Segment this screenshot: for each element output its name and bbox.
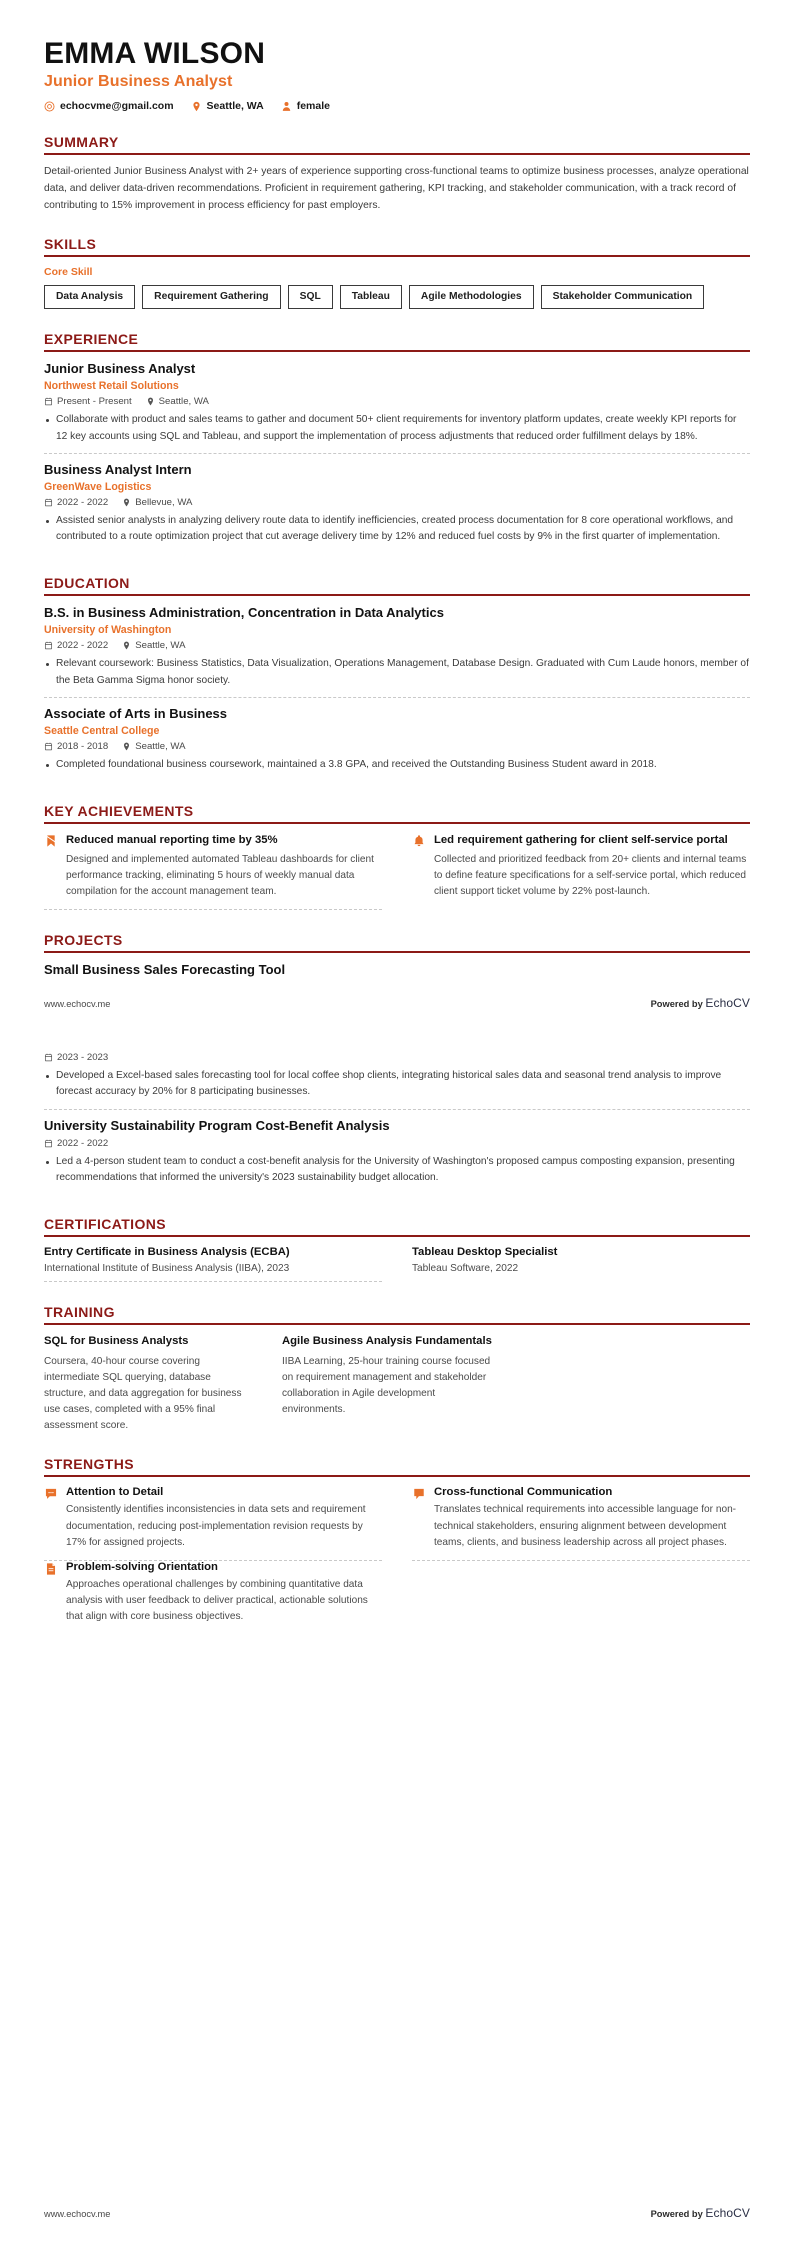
skill-chip: Stakeholder Communication	[541, 285, 705, 309]
section-certifications	[44, 1216, 750, 1282]
skill-chip: Requirement Gathering	[142, 285, 280, 309]
skill-group-label: Core Skill	[44, 266, 93, 279]
training-desc: Coursera, 40-hour course covering intermediate SQL querying, database structure, and data aggregation for business use cases, completed with a 95% final assessment score.	[44, 1355, 242, 1432]
project-bullets	[44, 1154, 750, 1186]
section-title-training: TRAINING	[44, 1304, 115, 1321]
bullet-item: Assisted senior analysts in analyzing delivery route data to identify inefficiencies, created process documentation for 8 core operational workflows, and contributed to a route optimization project that cut average delivery time by 12% and reduced fuel costs by 9% in the first quarter of implementation.	[44, 513, 750, 545]
section-projects	[44, 932, 750, 1194]
bullet-item: Completed foundational business coursework, maintained a 3.8 GPA, and received the Outstanding Business Student award in 2018.	[44, 757, 750, 773]
location-pin-icon	[122, 742, 131, 751]
project-meta	[44, 1138, 750, 1149]
location	[122, 741, 185, 752]
strength-desc: Approaches operational challenges by combining quantitative data analysis with user feedback to deliver practical, actionable solutions that align with core business objectives.	[66, 1578, 368, 1623]
location-pin-icon	[191, 101, 202, 112]
strength-desc: Translates technical requirements into accessible language for non-technical stakeholders, ensuring alignment between development teams, clients, and business leadership across all project phases.	[434, 1504, 737, 1548]
key-achievement-desc: Designed and implemented automated Tableau dashboards for client performance tracking, eliminating 5 hours of weekly manual data compilation for the account management team.	[66, 853, 374, 897]
section-divider	[44, 1235, 750, 1237]
experience-entry	[44, 361, 750, 452]
training-desc: IIBA Learning, 25-hour training course focused on requirement management and stakeholder collaboration in Agile development environments.	[282, 1355, 491, 1416]
footer-brand: EchoCV	[705, 996, 750, 1011]
training-grid	[44, 1334, 750, 1434]
chat-bubble-icon	[44, 1487, 58, 1501]
date-range	[44, 640, 108, 651]
section-title-experience: EXPERIENCE	[44, 331, 139, 348]
location-pin-icon	[122, 498, 131, 507]
bookmark-icon	[44, 834, 58, 848]
skill-chip: SQL	[288, 285, 333, 309]
section-title-projects: PROJECTS	[44, 932, 123, 949]
calendar-icon	[44, 1053, 53, 1062]
location-text: Seattle, WA	[135, 640, 186, 652]
key-achievements-grid	[44, 833, 750, 910]
education-school: Seattle Central College	[44, 724, 160, 737]
experience-meta	[44, 396, 750, 407]
strengths-grid	[44, 1486, 750, 1634]
section-title-education: EDUCATION	[44, 575, 130, 592]
strength-title: Problem-solving Orientation	[66, 1560, 218, 1573]
location-text: Bellevue, WA	[135, 496, 193, 508]
education-entry	[44, 697, 750, 781]
contact-row	[44, 100, 750, 112]
experience-company: GreenWave Logistics	[44, 480, 152, 493]
experience-meta	[44, 497, 750, 508]
footer-website: www.echocv.me	[44, 999, 111, 1010]
calendar-icon	[44, 1139, 53, 1148]
date-range-text: 2023 - 2023	[57, 1052, 109, 1064]
calendar-icon	[44, 397, 53, 406]
section-summary	[44, 134, 750, 214]
skill-chip: Agile Methodologies	[409, 285, 534, 309]
project-bullets	[44, 1068, 750, 1100]
footer-powered-by	[651, 996, 750, 1010]
section-divider	[44, 822, 750, 824]
education-degree: Associate of Arts in Business	[44, 705, 228, 721]
contact-location	[191, 100, 264, 112]
candidate-job-title: Junior Business Analyst	[44, 73, 233, 91]
section-title-summary: SUMMARY	[44, 134, 119, 151]
date-range-text: 2018 - 2018	[57, 740, 109, 752]
section-divider	[44, 1475, 750, 1477]
footer-powered-label: Powered by	[650, 2209, 703, 2219]
location	[122, 497, 192, 508]
document-icon	[44, 1562, 58, 1576]
education-bullets	[44, 656, 750, 688]
footer-powered-label: Powered by	[650, 999, 703, 1010]
education-entry	[44, 605, 750, 696]
education-meta	[44, 640, 750, 651]
section-divider	[44, 153, 750, 155]
strength-title: Cross-functional Communication	[434, 1486, 613, 1499]
key-achievement-title: Reduced manual reporting time by 35%	[66, 834, 278, 846]
section-title-key-achievements: KEY ACHIEVEMENTS	[44, 803, 194, 819]
footer-website: www.echocv.me	[44, 2209, 111, 2219]
training-item	[44, 1334, 254, 1434]
experience-title: Business Analyst Intern	[44, 461, 192, 477]
section-divider	[44, 1323, 750, 1325]
strength-item	[412, 1486, 750, 1560]
section-title-skills: SKILLS	[44, 236, 97, 253]
certification-issuer: Tableau Software, 2022	[412, 1263, 519, 1275]
certifications-grid	[44, 1246, 750, 1282]
summary-text: Detail-oriented Junior Business Analyst with 2+ years of experience supporting cross-functional teams to optimize business processes, analyze operational data, and deliver data-driven recommendations. Proficient in requirement gathering, KPI tracking, and stakeholder communication, with a track record of contributing to 15% improvement in process efficiency for past employers.	[44, 166, 749, 211]
date-range-text: 2022 - 2022	[57, 496, 109, 508]
section-strengths	[44, 1456, 750, 1634]
date-range	[44, 396, 132, 407]
experience-bullets	[44, 513, 750, 545]
date-range	[44, 1052, 108, 1063]
contact-email-text: echocvme@gmail.com	[60, 100, 174, 113]
date-range	[44, 1138, 108, 1149]
contact-gender	[281, 100, 330, 112]
section-divider	[44, 951, 750, 953]
section-skills	[44, 236, 750, 309]
strength-desc: Consistently identifies inconsistencies in data sets and requirement documentation, reducing post-implementation revision requests by 17% for assigned projects.	[66, 1504, 366, 1548]
calendar-icon	[44, 742, 53, 751]
section-education	[44, 575, 750, 781]
location	[122, 640, 185, 651]
person-icon	[281, 101, 292, 112]
bullet-item: Relevant coursework: Business Statistics, Data Visualization, Operations Management, Database Design. Graduated with Cum Laude honors, member of the Beta Gamma Sigma honor society.	[44, 656, 750, 688]
speech-bubble-icon	[412, 1487, 426, 1501]
training-name: SQL for Business Analysts	[44, 1335, 189, 1348]
bullet-item: Led a 4-person student team to conduct a cost-benefit analysis for the University of Washington's proposed campus composting expansion, presenting recommendations that informed the university's 2023 sustainability budget allocation.	[44, 1154, 750, 1186]
bullet-item: Developed a Excel-based sales forecasting tool for local coffee shop clients, integrating historical sales data and seasonal trend analysis to improve forecast accuracy by 20% for 8 participating businesses.	[44, 1068, 750, 1100]
location-text: Seattle, WA	[158, 396, 209, 408]
strength-item	[44, 1561, 382, 1634]
experience-title: Junior Business Analyst	[44, 361, 196, 377]
bell-icon	[412, 834, 426, 848]
certification-issuer: International Institute of Business Analysis (IIBA), 2023	[44, 1263, 290, 1275]
project-title: University Sustainability Program Cost-Benefit Analysis	[44, 1117, 390, 1133]
date-range	[44, 741, 108, 752]
date-range	[44, 497, 108, 508]
section-divider	[44, 350, 750, 352]
training-item	[282, 1334, 492, 1434]
experience-bullets	[44, 412, 750, 444]
section-experience	[44, 331, 750, 553]
location-text: Seattle, WA	[135, 740, 186, 752]
education-school: University of Washington	[44, 624, 172, 637]
project-entry	[44, 962, 750, 1108]
experience-company: Northwest Retail Solutions	[44, 380, 179, 393]
section-title-strengths: STRENGTHS	[44, 1456, 134, 1473]
key-achievement-desc: Collected and prioritized feedback from 20+ clients and internal teams to define feature specifications for a self-service portal, which reduced client support ticket volume by 22% post-launch.	[434, 853, 747, 897]
date-range-text: Present - Present	[57, 396, 132, 408]
page-footer-bottom	[44, 2206, 750, 2220]
project-title: Small Business Sales Forecasting Tool	[44, 962, 286, 978]
training-name: Agile Business Analysis Fundamentals	[282, 1335, 492, 1348]
skill-chip: Tableau	[340, 285, 402, 309]
date-range-text: 2022 - 2022	[57, 640, 109, 652]
contact-gender-text: female	[296, 100, 330, 113]
section-divider	[44, 255, 750, 257]
bullet-item: Collaborate with product and sales teams to gather and document 50+ client requirements for inventory platform updates, create weekly KPI reports for 12 key accounts using SQL and Tableau, and support the implementation of process adjustments that reduced order fulfillment delays by 18%.	[44, 412, 750, 444]
certification-item	[44, 1246, 382, 1282]
footer-powered-by	[651, 2206, 750, 2220]
education-bullets	[44, 757, 750, 773]
footer-brand: EchoCV	[705, 2206, 750, 2220]
section-divider	[44, 594, 750, 596]
key-achievement-item	[412, 833, 750, 910]
education-meta	[44, 741, 750, 752]
key-achievement-item	[44, 833, 382, 910]
email-icon	[44, 101, 55, 112]
key-achievement-title: Led requirement gathering for client self-service portal	[434, 834, 728, 846]
candidate-name: EMMA WILSON	[44, 37, 266, 70]
location	[146, 396, 209, 407]
date-range-text: 2022 - 2022	[57, 1137, 109, 1149]
contact-email	[44, 100, 174, 112]
page-footer-top	[44, 996, 750, 1010]
education-degree: B.S. in Business Administration, Concentration in Data Analytics	[44, 605, 444, 621]
experience-entry	[44, 453, 750, 553]
calendar-icon	[44, 641, 53, 650]
certification-name: Tableau Desktop Specialist	[412, 1246, 558, 1259]
certification-item	[412, 1246, 750, 1282]
skill-chip: Data Analysis	[44, 285, 135, 309]
project-entry	[44, 1109, 750, 1194]
skill-chip-list	[44, 285, 750, 309]
section-title-certifications: CERTIFICATIONS	[44, 1216, 167, 1233]
calendar-icon	[44, 498, 53, 507]
location-pin-icon	[146, 397, 155, 406]
location-pin-icon	[122, 641, 131, 650]
project-meta	[44, 1052, 750, 1063]
strength-title: Attention to Detail	[66, 1486, 164, 1499]
resume-header	[44, 0, 750, 112]
section-training	[44, 1304, 750, 1434]
section-key-achievements	[44, 803, 750, 910]
strength-item	[44, 1486, 382, 1560]
certification-name: Entry Certificate in Business Analysis (ECBA)	[44, 1246, 290, 1259]
contact-location-text: Seattle, WA	[206, 100, 264, 113]
